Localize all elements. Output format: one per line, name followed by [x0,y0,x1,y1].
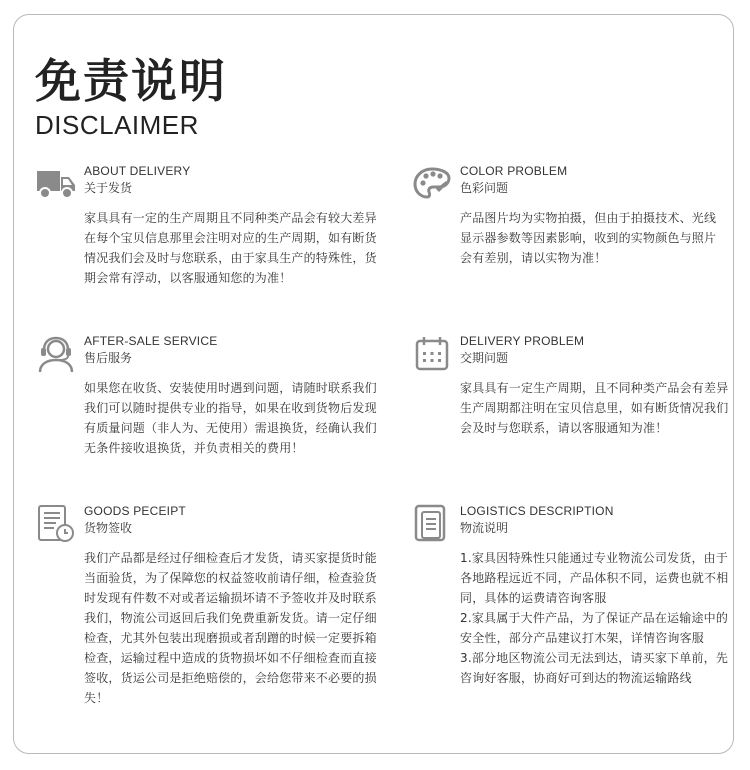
section-title-cn: 售后服务 [84,351,133,365]
section-body: 如果您在收货、安装使用时遇到问题，请随时联系我们 我们可以随时提供专业的指导，如果在收到货物后发现 有质量问题（非人为、无使用）需退换货，经确认我们 无条件接收退换货，并负责相关的费用！ [84,381,377,455]
section-title-en: LOGISTICS DESCRIPTION [460,504,614,518]
section-body: 家具具有一定的生产周期且不同种类产品会有较大差异 在每个宝贝信息那里会注明对应的生产周期，如有断货 情况我们会及时与您联系，由于家具生产的特殊性，货 期会常有浮动，以客服通知您的为准！ [84,211,377,285]
section-body: 1.家具因特殊性只能通过专业物流公司发货，由于 各地路程远近不同，产品体积不同，运费也就不相 同，具体的运费请咨询客服 2.家具属于大件产品，为了保证产品在运输途中的 安全性，部分产品建议打木架，详情咨询客服 3.部分地区物流公司无法到达，请买家下单前，先 咨询好客服，协商好可到达的物流运输路线 [460,551,729,685]
section-title-en: GOODS PECEIPT [84,504,186,518]
truck-icon [36,164,76,204]
calendar-icon [412,334,452,374]
page-title: 免责说明 [35,54,227,108]
section-title-cn: 色彩问题 [460,181,509,195]
section-title-cn: 货物签收 [84,521,133,535]
section-title-en: ABOUT DELIVERY [84,164,191,178]
section-body: 产品图片均为实物拍摄，但由于拍摄技术、光线 显示器参数等因素影响，收到的实物颜色与照片 会有差别，请以实物为准！ [460,211,717,265]
section-title-cn: 交期问题 [460,351,509,365]
receipt-clock-icon [36,504,76,544]
section-body: 我们产品都是经过仔细检查后才发货，请买家提货时能 当面验货，为了保障您的权益签收前请仔细，检查验货 时发现有件数不对或者运输损坏请不予签收并及时联系 我们，物流公司返回后我们免费重新发货。请一定仔细 检查，尤其外包装出现磨损或者刮蹭的时候一定要拆箱 检查，运输过程中造成的货物损坏如不仔细检查而直接 签收，货运公司是拒绝赔偿的，会给您带来不必要的损 失！ [84,551,377,705]
section-body: 家具具有一定生产周期，且不同种类产品会有差异 生产周期都注明在宝贝信息里，如有断货情况我们 会及时与您联系，请以客服通知为准！ [460,381,729,435]
section-title-cn: 关于发货 [84,181,133,195]
section-title-en: AFTER-SALE SERVICE [84,334,218,348]
section-title-cn: 物流说明 [460,521,509,535]
section-title-en: DELIVERY PROBLEM [460,334,585,348]
page-subtitle: DISCLAIMER [35,110,199,140]
customer-service-icon [36,334,76,374]
document-icon [412,504,452,544]
section-title-en: COLOR PROBLEM [460,164,568,178]
palette-icon [412,164,452,204]
